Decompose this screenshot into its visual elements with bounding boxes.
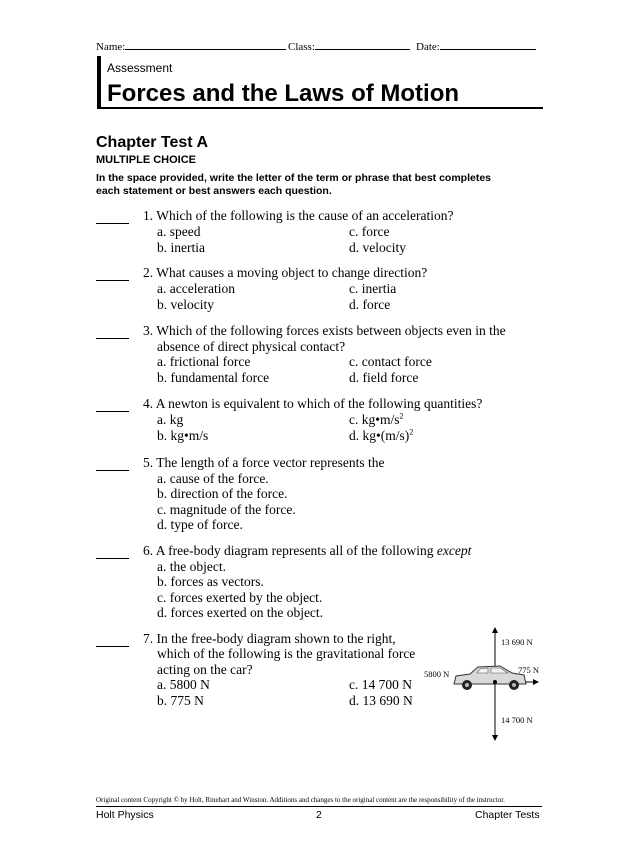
question-3-stem-line-1: 3. Which of the following forces exists between objects even in the <box>143 323 506 338</box>
q5-option-c: c. magnitude of the force. <box>157 502 296 517</box>
label-up-force: 13 690 N <box>501 637 533 647</box>
date-label: Date: <box>416 41 440 53</box>
banner-bar <box>97 56 101 108</box>
date-field[interactable] <box>416 39 536 53</box>
q2-option-c: c. inertia <box>349 281 397 296</box>
q3-option-b: b. fundamental force <box>157 370 270 385</box>
label-right-force: 775 N <box>518 665 540 675</box>
class-field[interactable] <box>288 39 410 53</box>
q1-option-d: d. velocity <box>349 240 406 255</box>
answer-blank-1[interactable] <box>96 211 129 224</box>
q5-option-d: d. type of force. <box>157 517 243 532</box>
answer-blank-3[interactable] <box>96 326 129 339</box>
q1-option-b: b. inertia <box>157 240 205 255</box>
q4-option-d: d. $kg•(m/s)^2$ <box>349 427 414 443</box>
footer-rule <box>96 806 542 807</box>
q2-option-a: a. acceleration <box>157 281 235 296</box>
answer-blank-2[interactable] <box>96 268 129 281</box>
copyright-notice: Original content Copyright © by Holt, Rinehart and Winston. Additions and changes to the original content are the responsibility of the instructor. <box>96 796 505 804</box>
section-title: Chapter Test A <box>96 134 209 151</box>
page-title: Forces and the Laws of Motion <box>107 80 460 107</box>
q4-option-c: c. $kg•m/s^2$ <box>349 411 404 427</box>
class-label: Class: <box>288 41 315 53</box>
answer-blank-4[interactable] <box>96 399 129 412</box>
q3-option-c: c. contact force <box>349 354 432 369</box>
free-body-diagram <box>420 622 550 746</box>
q7-option-b: b. 775 N <box>157 693 204 708</box>
label-down-force: 14 700 N <box>501 715 533 725</box>
q6-option-c: c. forces exerted by the object. <box>157 590 323 605</box>
center-of-mass-point <box>493 680 497 684</box>
instructions-line-1: In the space provided, write the letter of the term or phrase that best completes <box>96 172 492 184</box>
q6-option-a: a. the object. <box>157 559 226 574</box>
instructions-line-2: each statement or best answers each question. <box>96 185 332 197</box>
q6-option-b: b. forces as vectors. <box>157 574 264 589</box>
q3-option-a: a. frictional force <box>157 354 251 369</box>
question-6-emphasis: except <box>436 543 472 558</box>
question-2-stem: 2. What causes a moving object to change direction? <box>143 265 428 280</box>
question-7-stem-line-2: which of the following is the gravitational force <box>157 646 416 661</box>
q4-option-b: b. kg•m/s <box>157 428 209 443</box>
q2-option-b: b. velocity <box>157 297 214 312</box>
q2-option-d: d. force <box>349 297 391 312</box>
question-3-stem-line-2: absence of direct physical contact? <box>157 339 346 354</box>
name-label: Name: <box>96 41 126 53</box>
q7-option-c: c. 14 700 N <box>349 677 412 692</box>
car-icon <box>454 666 526 690</box>
question-1-stem: 1. Which of the following is the cause of an acceleration? <box>143 208 454 223</box>
q5-option-b: b. direction of the force. <box>157 486 288 501</box>
q4-option-a: a. kg <box>157 412 184 427</box>
answer-blank-7[interactable] <box>96 634 129 647</box>
label-left-force: 5800 N <box>424 669 450 679</box>
question-6-stem: 6. A free-body diagram represents all of the following except <box>143 543 472 558</box>
question-4-stem: 4. A newton is equivalent to which of the following quantities? <box>143 396 483 411</box>
q3-option-d: d. field force <box>349 370 419 385</box>
footer-book: Holt Physics <box>96 809 154 821</box>
answer-blank-5[interactable] <box>96 458 129 471</box>
section-subtitle: MULTIPLE CHOICE <box>96 154 197 166</box>
q6-option-d: d. forces exerted on the object. <box>157 605 324 620</box>
page-number: 2 <box>316 809 322 821</box>
q5-option-a: a. cause of the force. <box>157 471 269 486</box>
question-7-stem-line-1: 7. In the free-body diagram shown to the right, <box>143 631 396 646</box>
question-7-stem-line-3: acting on the car? <box>157 662 253 677</box>
q1-option-c: c. force <box>349 224 390 239</box>
name-field[interactable] <box>96 39 286 53</box>
footer-section: Chapter Tests <box>475 809 540 821</box>
q7-option-a: a. 5800 N <box>157 677 210 692</box>
question-5-stem: 5. The length of a force vector represents the <box>143 455 385 470</box>
banner-kicker: Assessment <box>107 61 173 75</box>
q1-option-a: a. speed <box>157 224 201 239</box>
answer-blank-6[interactable] <box>96 546 129 559</box>
title-rule <box>97 107 543 109</box>
q7-option-d: d. 13 690 N <box>349 693 413 708</box>
